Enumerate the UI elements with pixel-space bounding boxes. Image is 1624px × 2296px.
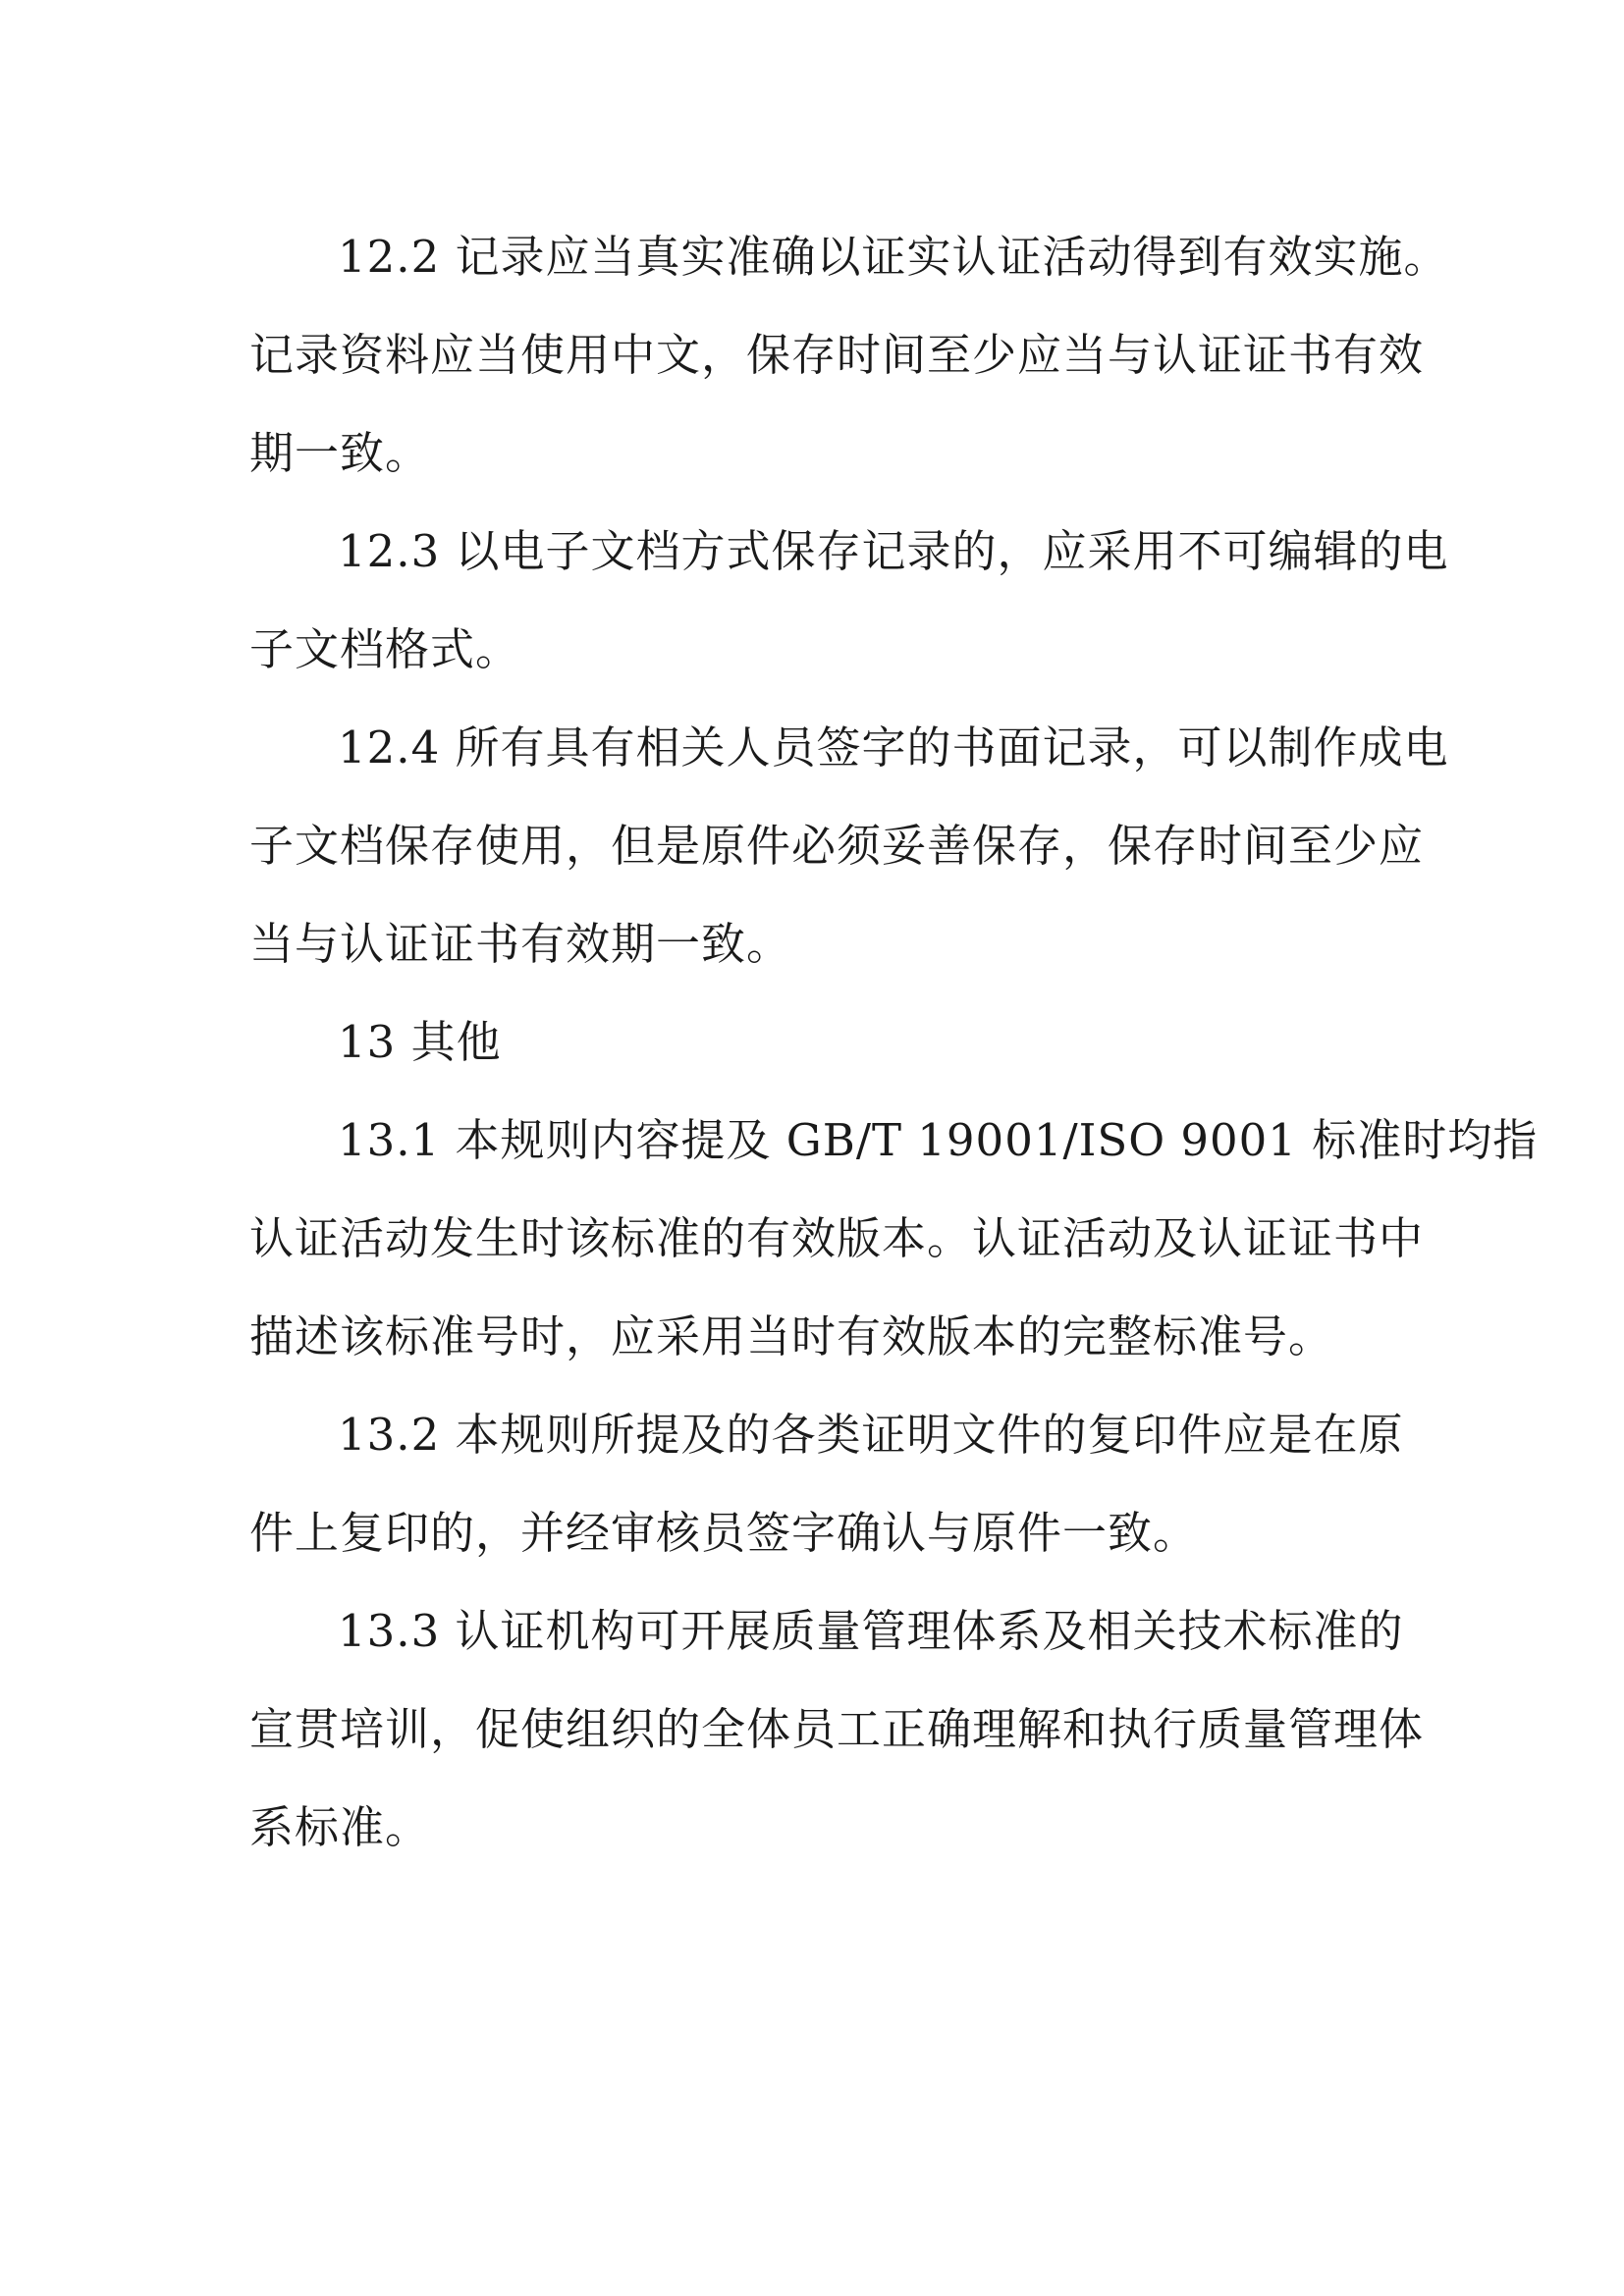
- text-line: 描述该标准号时，应采用当时有效版本的完整标准号。: [249, 1310, 1334, 1362]
- text-line: 12.2 记录应当真实准确以证实认证活动得到有效实施。: [338, 231, 1449, 283]
- text-line: 期一致。: [249, 427, 431, 479]
- paragraph-13-3: [249, 1582, 1425, 1877]
- text-line: 系标准。: [249, 1801, 431, 1853]
- text-line: 当与认证证书有效期一致。: [249, 918, 792, 970]
- text-line: 子文档格式。: [249, 623, 521, 675]
- text-line: 13.2 本规则所提及的各类证明文件的复印件应是在原: [338, 1409, 1404, 1461]
- text-line: 13.1 本规则内容提及 GB/T 19001/ISO 9001 标准时均指: [338, 1114, 1539, 1166]
- paragraph-12-4: [249, 699, 1449, 993]
- section-heading-13: [249, 993, 1390, 1092]
- text-line: 13 其他: [338, 1016, 502, 1068]
- text-line: 13.3 认证机构可开展质量管理体系及相关技术标准的: [338, 1605, 1404, 1657]
- paragraph-13-2: [249, 1386, 1404, 1582]
- text-line: 12.4 所有具有相关人员签字的书面记录，可以制作成电: [338, 721, 1449, 774]
- text-line: 12.3 以电子文档方式保存记录的，应采用不可编辑的电: [338, 525, 1449, 577]
- paragraph-13-1: [249, 1092, 1539, 1386]
- text-line: 记录资料应当使用中文，保存时间至少应当与认证证书有效: [249, 329, 1425, 381]
- text-line: 宣贯培训，促使组织的全体员工正确理解和执行质量管理体: [249, 1703, 1425, 1755]
- text-line: 子文档保存使用，但是原件必须妥善保存，保存时间至少应: [249, 820, 1425, 872]
- document-body: [249, 208, 1539, 1877]
- text-line: 认证活动发生时该标准的有效版本。认证活动及认证证书中: [249, 1212, 1425, 1264]
- paragraph-12-3: [249, 503, 1449, 699]
- text-line: 件上复印的，并经审核员签字确认与原件一致。: [249, 1507, 1199, 1559]
- paragraph-12-2: [249, 208, 1449, 503]
